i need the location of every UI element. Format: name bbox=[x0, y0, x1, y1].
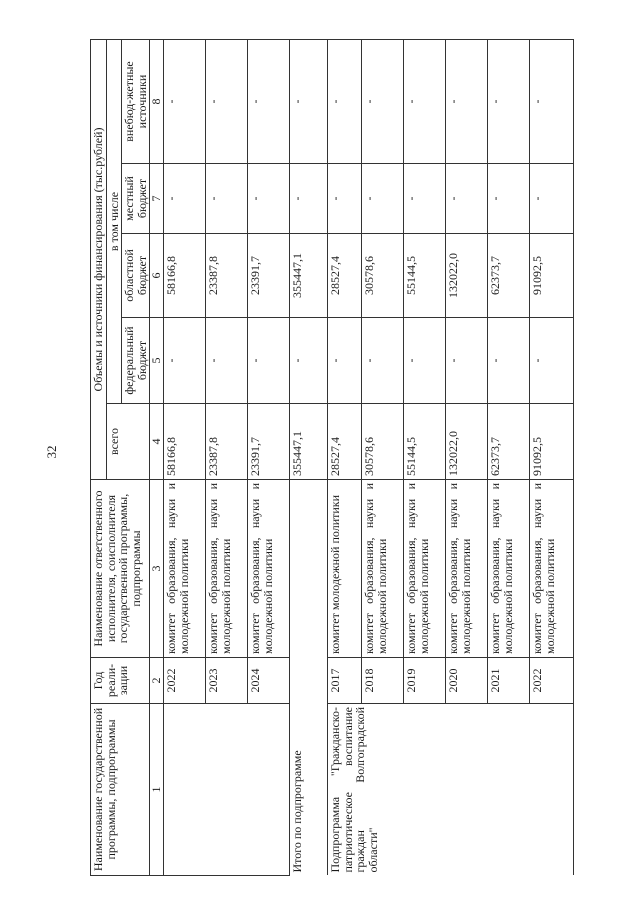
total-cell: 23391,7 bbox=[247, 404, 289, 480]
executor-cell: комитет образования, науки и молодежной политики bbox=[247, 480, 289, 658]
header-program-name: Наименование государственной программы, подпрограммы bbox=[91, 704, 150, 876]
local-cell: - bbox=[361, 164, 403, 234]
federal-cell: - bbox=[403, 318, 445, 404]
year-cell: 2024 bbox=[247, 658, 289, 704]
total-cell: 58166,8 bbox=[163, 404, 205, 480]
extrabudgetary-cell: - bbox=[487, 39, 529, 163]
col-index: 4 bbox=[150, 404, 164, 480]
subtotal-regional: 355447,1 bbox=[289, 234, 327, 318]
year-cell: 2020 bbox=[445, 658, 487, 704]
total-cell: 55144,5 bbox=[403, 404, 445, 480]
executor-cell: комитет образования, науки и молодежной политики bbox=[487, 480, 529, 658]
column-index-row bbox=[150, 39, 164, 875]
rotated-table-container bbox=[90, 40, 625, 876]
executor-cell: комитет молодежной политики bbox=[327, 480, 361, 658]
header-federal: федеральный бюджет bbox=[122, 318, 150, 404]
empty-program-cell bbox=[163, 704, 289, 876]
regional-cell: 28527,4 bbox=[327, 234, 361, 318]
extrabudgetary-cell: - bbox=[163, 39, 205, 163]
col-index: 7 bbox=[150, 164, 164, 234]
local-cell: - bbox=[205, 164, 247, 234]
total-cell: 23387,8 bbox=[205, 404, 247, 480]
total-cell: 30578,6 bbox=[361, 404, 403, 480]
federal-cell: - bbox=[327, 318, 361, 404]
year-cell: 2023 bbox=[205, 658, 247, 704]
local-cell: - bbox=[163, 164, 205, 234]
federal-cell: - bbox=[163, 318, 205, 404]
regional-cell: 62373,7 bbox=[487, 234, 529, 318]
executor-cell: комитет образования, науки и молодежной политики bbox=[163, 480, 205, 658]
page-number: 32 bbox=[44, 445, 59, 459]
total-cell: 62373,7 bbox=[487, 404, 529, 480]
local-cell: - bbox=[529, 164, 573, 234]
subprogram-name: Подпрограмма "Гражданско-патриотическое воспитание граждан Волгоградской области" bbox=[327, 704, 573, 876]
header-total: всего bbox=[106, 404, 150, 480]
executor-cell: комитет образования, науки и молодежной политики bbox=[361, 480, 403, 658]
local-cell: - bbox=[403, 164, 445, 234]
subtotal-extrabudgetary: - bbox=[289, 39, 327, 163]
header-executor: Наименование ответственного исполнителя, соисполнителя государственной программы, подпрограммы bbox=[91, 480, 150, 658]
total-cell: 132022,0 bbox=[445, 404, 487, 480]
extrabudgetary-cell: - bbox=[327, 39, 361, 163]
table-row bbox=[163, 39, 205, 875]
year-cell: 2018 bbox=[361, 658, 403, 704]
federal-cell: - bbox=[361, 318, 403, 404]
federal-cell: - bbox=[247, 318, 289, 404]
extrabudgetary-cell: - bbox=[361, 39, 403, 163]
col-index: 3 bbox=[150, 480, 164, 658]
header-regional: областной бюджет bbox=[122, 234, 150, 318]
local-cell: - bbox=[445, 164, 487, 234]
executor-cell: комитет образования, науки и молодежной политики bbox=[403, 480, 445, 658]
header-year: Год реали-зации bbox=[91, 658, 150, 704]
col-index: 6 bbox=[150, 234, 164, 318]
regional-cell: 132022,0 bbox=[445, 234, 487, 318]
subtotal-local: - bbox=[289, 164, 327, 234]
extrabudgetary-cell: - bbox=[247, 39, 289, 163]
header-including: в том числе bbox=[106, 39, 122, 403]
federal-cell: - bbox=[205, 318, 247, 404]
header-local: местный бюджет bbox=[122, 164, 150, 234]
executor-cell: комитет образования, науки и молодежной политики bbox=[205, 480, 247, 658]
federal-cell: - bbox=[445, 318, 487, 404]
total-cell: 28527,4 bbox=[327, 404, 361, 480]
year-cell: 2017 bbox=[327, 658, 361, 704]
regional-cell: 30578,6 bbox=[361, 234, 403, 318]
year-cell: 2022 bbox=[529, 658, 573, 704]
regional-cell: 23387,8 bbox=[205, 234, 247, 318]
header-extrabudgetary: внебюд-жетные источники bbox=[122, 39, 150, 163]
executor-cell: комитет образования, науки и молодежной политики bbox=[445, 480, 487, 658]
extrabudgetary-cell: - bbox=[529, 39, 573, 163]
header-funding: Объемы и источники финансирования (тыс.рублей) bbox=[91, 39, 107, 479]
regional-cell: 58166,8 bbox=[163, 234, 205, 318]
extrabudgetary-cell: - bbox=[445, 39, 487, 163]
extrabudgetary-cell: - bbox=[403, 39, 445, 163]
subtotal-total: 355447,1 bbox=[289, 404, 327, 480]
federal-cell: - bbox=[487, 318, 529, 404]
executor-cell: комитет образования, науки и молодежной политики bbox=[529, 480, 573, 658]
federal-cell: - bbox=[529, 318, 573, 404]
extrabudgetary-cell: - bbox=[205, 39, 247, 163]
subtotal-federal: - bbox=[289, 318, 327, 404]
funding-table bbox=[90, 39, 574, 876]
regional-cell: 23391,7 bbox=[247, 234, 289, 318]
subtotal-row bbox=[289, 39, 327, 875]
col-index: 5 bbox=[150, 318, 164, 404]
regional-cell: 91092,5 bbox=[529, 234, 573, 318]
year-cell: 2019 bbox=[403, 658, 445, 704]
col-index: 2 bbox=[150, 658, 164, 704]
regional-cell: 55144,5 bbox=[403, 234, 445, 318]
col-index: 8 bbox=[150, 39, 164, 163]
year-cell: 2021 bbox=[487, 658, 529, 704]
year-cell: 2022 bbox=[163, 658, 205, 704]
local-cell: - bbox=[487, 164, 529, 234]
local-cell: - bbox=[327, 164, 361, 234]
subtotal-label: Итого по подпрограмме bbox=[289, 480, 327, 876]
table-row bbox=[327, 39, 361, 875]
local-cell: - bbox=[247, 164, 289, 234]
total-cell: 91092,5 bbox=[529, 404, 573, 480]
col-index: 1 bbox=[150, 704, 164, 876]
